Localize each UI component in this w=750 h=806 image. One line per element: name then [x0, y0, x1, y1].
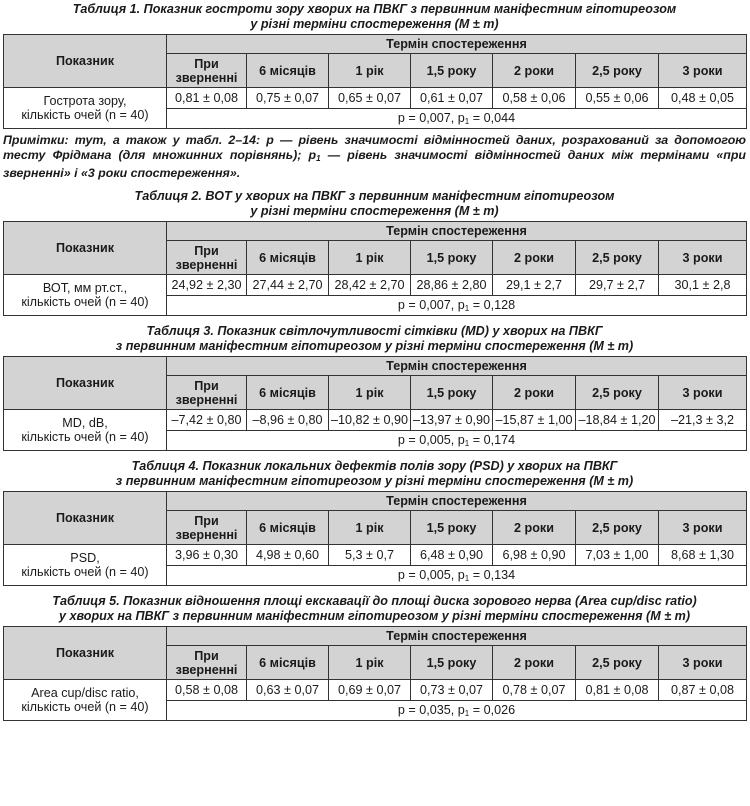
table-block-3 [3, 324, 746, 451]
period-column-header: При зверненні [167, 241, 247, 275]
period-column-header: 1 рік [329, 646, 411, 680]
value-cell: 7,03 ± 1,00 [576, 545, 659, 566]
row-label: Area cup/disc ratio, кількість очей (n = 40) [4, 680, 167, 721]
value-cell: 0,81 ± 0,08 [167, 88, 247, 109]
period-column-header: 1,5 року [411, 241, 493, 275]
table-block-2 [3, 189, 746, 316]
value-cell: –21,3 ± 3,2 [659, 410, 747, 431]
value-cell: 0,58 ± 0,08 [167, 680, 247, 701]
period-column-header: При зверненні [167, 376, 247, 410]
table-notes: Примітки: тут, а також у табл. 2–14: p — рівень значимості відмінностей даних, розрахований за допомогою тесту Фрідмана (для множинних порівнянь); $p_1$ — рівень значимості відмінностей даних між термінами «при зверненні» і «3 роки спостереження». [3, 133, 746, 180]
table-block-5 [3, 594, 746, 721]
value-cell: 0,75 ± 0,07 [247, 88, 329, 109]
p-value-cell: p = 0,005, $p_1 = 0,174$ [167, 431, 747, 451]
period-column-header: 6 місяців [247, 511, 329, 545]
period-header: Термін спостереження [167, 492, 747, 511]
table-block-4 [3, 459, 746, 586]
period-header: Термін спостереження [167, 627, 747, 646]
value-cell: 0,63 ± 0,07 [247, 680, 329, 701]
period-header: Термін спостереження [167, 222, 747, 241]
value-cell: 29,7 ± 2,7 [576, 275, 659, 296]
table-caption: Таблиця 1. Показник гостроти зору хворих на ПВКГ з первинним маніфестним гіпотиреозом у різні терміни спостереження (M ± m) [72, 2, 677, 31]
data-table [3, 221, 747, 316]
period-column-header: 3 роки [659, 241, 747, 275]
period-column-header: 3 роки [659, 646, 747, 680]
indicator-header: Показник [4, 35, 167, 88]
row-label: Гострота зору, кількість очей (n = 40) [4, 88, 167, 129]
value-cell: –18,84 ± 1,20 [576, 410, 659, 431]
table-caption: Таблиця 2. ВОТ у хворих на ПВКГ з первинним маніфестним гіпотиреозом у різні терміни спостереження (M ± m) [134, 189, 615, 218]
period-column-header: При зверненні [167, 54, 247, 88]
p-value-cell: p = 0,007, $p_1 = 0,128$ [167, 296, 747, 316]
value-cell: 0,78 ± 0,07 [493, 680, 576, 701]
value-cell: 24,92 ± 2,30 [167, 275, 247, 296]
period-column-header: 1 рік [329, 376, 411, 410]
table-caption: Таблиця 5. Показник відношення площі екскавації до площі диска зорового нерва (Area cup/disc ratio) у хворих на ПВКГ з первинним маніфестним гіпотиреозом у різні терміни спостереження (M ± m) [52, 594, 697, 623]
indicator-header: Показник [4, 357, 167, 410]
value-cell: 0,69 ± 0,07 [329, 680, 411, 701]
p-value-cell: p = 0,035, $p_1 = 0,026$ [167, 701, 747, 721]
value-cell: 6,98 ± 0,90 [493, 545, 576, 566]
period-column-header: 1,5 року [411, 646, 493, 680]
value-cell: 27,44 ± 2,70 [247, 275, 329, 296]
p-value-cell: p = 0,007, $p_1 = 0,044$ [167, 109, 747, 129]
period-column-header: 3 роки [659, 376, 747, 410]
period-column-header: 1 рік [329, 511, 411, 545]
period-column-header: 2 роки [493, 54, 576, 88]
period-column-header: 2,5 року [576, 646, 659, 680]
period-header: Термін спостереження [167, 35, 747, 54]
period-column-header: 3 роки [659, 511, 747, 545]
indicator-header: Показник [4, 222, 167, 275]
value-cell: 4,98 ± 0,60 [247, 545, 329, 566]
row-label: MD, dB, кількість очей (n = 40) [4, 410, 167, 451]
p-value-cell: p = 0,005, $p_1 = 0,134$ [167, 566, 747, 586]
period-column-header: 6 місяців [247, 241, 329, 275]
value-cell: –13,97 ± 0,90 [411, 410, 493, 431]
value-cell: 0,87 ± 0,08 [659, 680, 747, 701]
value-cell: 29,1 ± 2,7 [493, 275, 576, 296]
value-cell: 0,73 ± 0,07 [411, 680, 493, 701]
value-cell: –8,96 ± 0,80 [247, 410, 329, 431]
table-caption: Таблиця 3. Показник світлочутливості сітківки (MD) у хворих на ПВКГ з первинним маніфестним гіпотиреозом у різні терміни спостереження (M ± m) [115, 324, 634, 353]
value-cell: 8,68 ± 1,30 [659, 545, 747, 566]
row-label: PSD, кількість очей (n = 40) [4, 545, 167, 586]
value-cell: 0,65 ± 0,07 [329, 88, 411, 109]
data-table [3, 356, 747, 451]
period-column-header: При зверненні [167, 511, 247, 545]
period-column-header: При зверненні [167, 646, 247, 680]
period-column-header: 2 роки [493, 241, 576, 275]
value-cell: 0,48 ± 0,05 [659, 88, 747, 109]
period-column-header: 1 рік [329, 241, 411, 275]
value-cell: –15,87 ± 1,00 [493, 410, 576, 431]
period-column-header: 1,5 року [411, 376, 493, 410]
period-column-header: 1,5 року [411, 511, 493, 545]
value-cell: 30,1 ± 2,8 [659, 275, 747, 296]
data-table [3, 34, 747, 129]
period-column-header: 2,5 року [576, 511, 659, 545]
value-cell: 28,86 ± 2,80 [411, 275, 493, 296]
indicator-header: Показник [4, 492, 167, 545]
period-column-header: 6 місяців [247, 376, 329, 410]
period-column-header: 2,5 року [576, 54, 659, 88]
period-column-header: 2,5 року [576, 376, 659, 410]
document-page [3, 2, 746, 721]
period-column-header: 1 рік [329, 54, 411, 88]
value-cell: 0,58 ± 0,06 [493, 88, 576, 109]
table-block-1 [3, 2, 746, 129]
period-header: Термін спостереження [167, 357, 747, 376]
data-table [3, 626, 747, 721]
value-cell: –10,82 ± 0,90 [329, 410, 411, 431]
period-column-header: 2 роки [493, 646, 576, 680]
value-cell: 0,55 ± 0,06 [576, 88, 659, 109]
period-column-header: 1,5 року [411, 54, 493, 88]
period-column-header: 2 роки [493, 511, 576, 545]
value-cell: 28,42 ± 2,70 [329, 275, 411, 296]
value-cell: 6,48 ± 0,90 [411, 545, 493, 566]
period-column-header: 2,5 року [576, 241, 659, 275]
value-cell: 3,96 ± 0,30 [167, 545, 247, 566]
indicator-header: Показник [4, 627, 167, 680]
value-cell: 5,3 ± 0,7 [329, 545, 411, 566]
period-column-header: 3 роки [659, 54, 747, 88]
data-table [3, 491, 747, 586]
value-cell: –7,42 ± 0,80 [167, 410, 247, 431]
value-cell: 0,81 ± 0,08 [576, 680, 659, 701]
period-column-header: 6 місяців [247, 646, 329, 680]
period-column-header: 6 місяців [247, 54, 329, 88]
table-caption: Таблиця 4. Показник локальних дефектів полів зору (PSD) у хворих на ПВКГ з первинним маніфестним гіпотиреозом у різні терміни спостереження (M ± m) [115, 459, 634, 488]
value-cell: 0,61 ± 0,07 [411, 88, 493, 109]
period-column-header: 2 роки [493, 376, 576, 410]
row-label: ВОТ, мм рт.ст., кількість очей (n = 40) [4, 275, 167, 316]
